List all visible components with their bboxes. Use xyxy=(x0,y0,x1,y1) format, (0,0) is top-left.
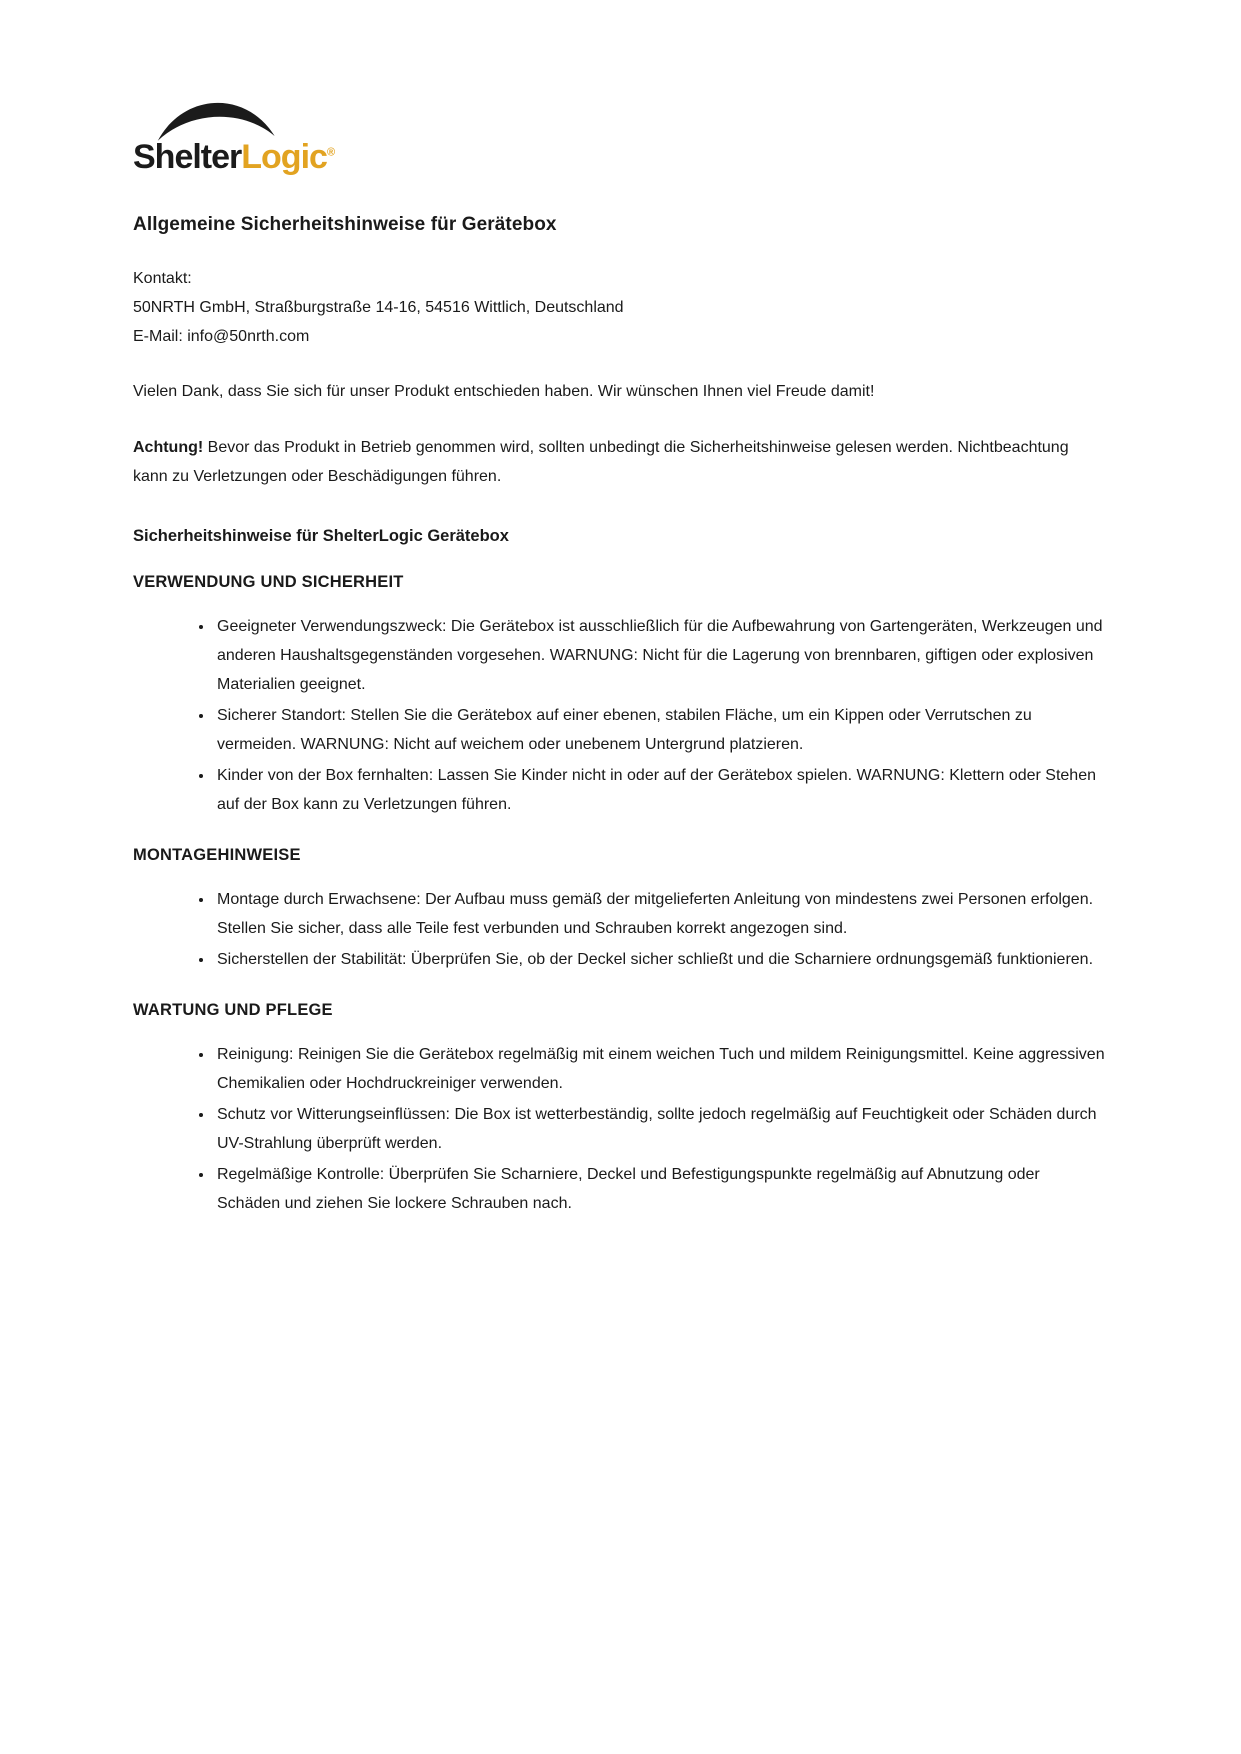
list-item: • Schutz vor Witterungseinflüssen: Die Box ist wetterbeständig, sollte jedoch regelmäßig auf Feuchtigkeit oder Schäden durch UV-Strahlung überprüft werden. xyxy=(214,1100,1106,1158)
bullet-list-verwendung xyxy=(133,612,1106,819)
section-heading-wartung: WARTUNG UND PFLEGE xyxy=(133,1001,333,1019)
logo-text-logic: Logic xyxy=(241,138,327,176)
bullet-list-montage xyxy=(133,885,1106,974)
list-item: • Regelmäßige Kontrolle: Überprüfen Sie Scharniere, Deckel und Befestigungspunkte regelmäßig auf Abnutzung oder Schäden und ziehen Sie lockere Schrauben nach. xyxy=(214,1160,1106,1218)
shelterlogic-logo xyxy=(133,88,335,176)
logo-wordmark xyxy=(133,138,335,176)
contact-email: E-Mail: info@50nrth.com xyxy=(133,328,310,345)
subtitle-heading: Sicherheitshinweise für ShelterLogic Gerätebox xyxy=(133,527,509,545)
list-item: • Sicherer Standort: Stellen Sie die Gerätebox auf einer ebenen, stabilen Fläche, um ein Kippen oder Verrutschen zu vermeiden. WARNUNG: Nicht auf weichem oder unebenem Untergrund platzieren. xyxy=(214,701,1106,759)
logo-text-shelter: Shelter xyxy=(133,138,242,176)
contact-block xyxy=(133,264,1106,351)
warning-paragraph xyxy=(133,433,1106,491)
list-item: • Montage durch Erwachsene: Der Aufbau muss gemäß der mitgelieferten Anleitung von mindestens zwei Personen erfolgen. Stellen Sie sicher, dass alle Teile fest verbunden und Schrauben korrekt angezogen sind. xyxy=(214,885,1106,943)
section-heading-verwendung: VERWENDUNG UND SICHERHEIT xyxy=(133,573,404,591)
list-item: • Reinigung: Reinigen Sie die Gerätebox regelmäßig mit einem weichen Tuch und mildem Reinigungsmittel. Keine aggressiven Chemikalien oder Hochdruckreiniger verwenden. xyxy=(214,1040,1106,1098)
section-heading-montage: MONTAGEHINWEISE xyxy=(133,846,301,864)
registered-trademark-symbol: ® xyxy=(326,146,335,159)
intro-paragraph: Vielen Dank, dass Sie sich für unser Produkt entschieden haben. Wir wünschen Ihnen viel Freude damit! xyxy=(133,383,875,400)
list-item: • Sicherstellen der Stabilität: Überprüfen Sie, ob der Deckel sicher schließt und die Scharniere ordnungsgemäß funktionieren. xyxy=(214,945,1106,974)
page-title: Allgemeine Sicherheitshinweise für Gerätebox xyxy=(133,214,557,235)
list-item: • Geeigneter Verwendungszweck: Die Gerätebox ist ausschließlich für die Aufbewahrung von Gartengeräten, Werkzeugen und anderen Haushaltsgegenständen vorgesehen. WARNUNG: Nicht für die Lagerung von brennbaren, giftigen oder explosiven Materialien geeignet. xyxy=(214,612,1106,699)
warning-text: Bevor das Produkt in Betrieb genommen wird, sollten unbedingt die Sicherheitshinweise gelesen werden. Nichtbeachtung kann zu Verletzungen oder Beschädigungen führen. xyxy=(133,439,1069,485)
contact-address: 50NRTH GmbH, Straßburgstraße 14-16, 54516 Wittlich, Deutschland xyxy=(133,299,624,316)
contact-label: Kontakt: xyxy=(133,270,192,287)
logo-swoosh-icon xyxy=(153,88,281,144)
bullet-list-wartung xyxy=(133,1040,1106,1218)
warning-label: Achtung! xyxy=(133,439,204,456)
list-item: • Kinder von der Box fernhalten: Lassen Sie Kinder nicht in oder auf der Gerätebox spielen. WARNUNG: Klettern oder Stehen auf der Box kann zu Verletzungen führen. xyxy=(214,761,1106,819)
